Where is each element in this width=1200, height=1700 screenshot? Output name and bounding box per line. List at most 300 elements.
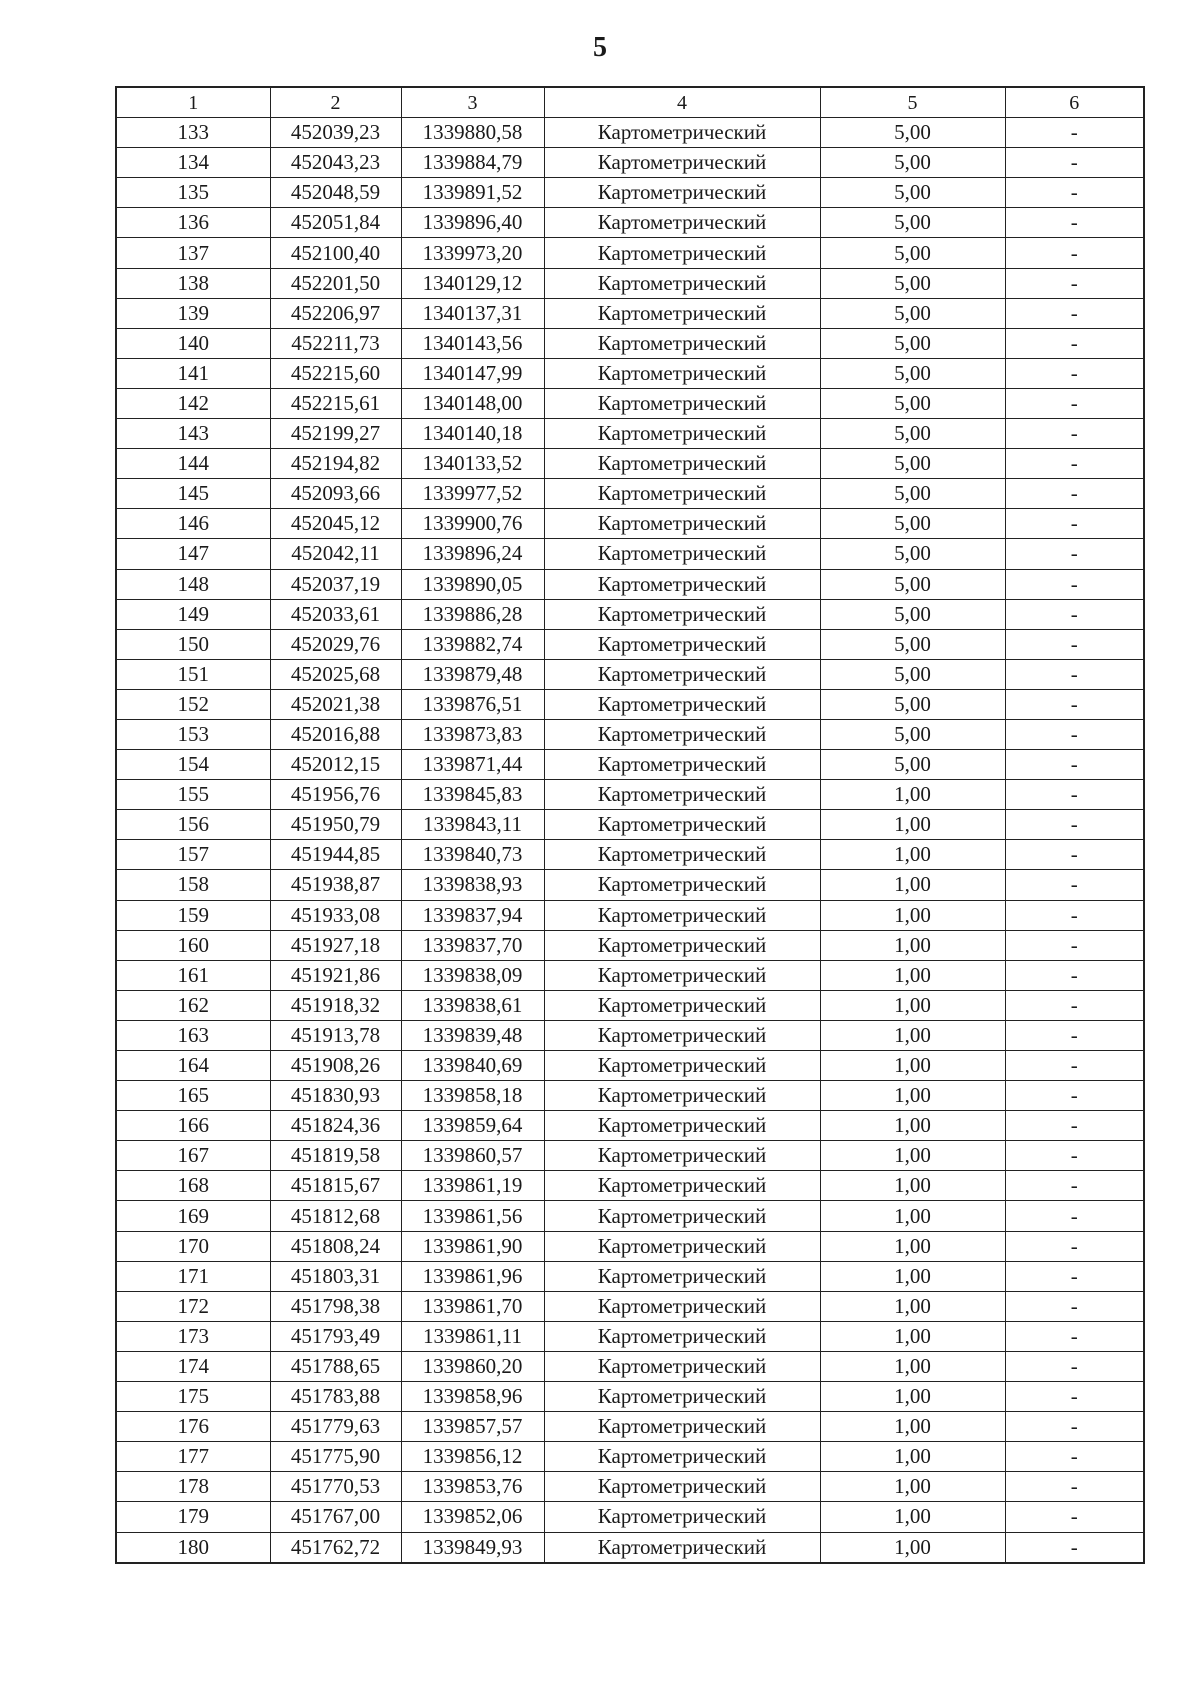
y-coordinate-cell: 1340140,18: [401, 419, 544, 449]
point-number-cell: 158: [116, 870, 270, 900]
description-cell: -: [1005, 599, 1144, 629]
accuracy-cell: 1,00: [820, 1532, 1005, 1563]
point-number-cell: 170: [116, 1231, 270, 1261]
accuracy-cell: 1,00: [820, 1081, 1005, 1111]
page-number: 5: [593, 32, 607, 63]
point-number-cell: 161: [116, 960, 270, 990]
point-number-cell: 140: [116, 328, 270, 358]
x-coordinate-cell: 452211,73: [270, 328, 401, 358]
method-cell: Картометрический: [544, 1051, 820, 1081]
method-cell: Картометрический: [544, 1261, 820, 1291]
x-coordinate-cell: 451927,18: [270, 930, 401, 960]
method-cell: Картометрический: [544, 1382, 820, 1412]
y-coordinate-cell: 1339886,28: [401, 599, 544, 629]
description-cell: -: [1005, 1111, 1144, 1141]
description-cell: -: [1005, 148, 1144, 178]
x-coordinate-cell: 452051,84: [270, 208, 401, 238]
y-coordinate-cell: 1339861,19: [401, 1171, 544, 1201]
x-coordinate-cell: 452043,23: [270, 148, 401, 178]
table-row: [116, 659, 1144, 689]
y-coordinate-cell: 1339880,58: [401, 118, 544, 148]
method-cell: Картометрический: [544, 1231, 820, 1261]
x-coordinate-cell: 451798,38: [270, 1291, 401, 1321]
y-coordinate-cell: 1339857,57: [401, 1412, 544, 1442]
method-cell: Картометрический: [544, 1502, 820, 1532]
accuracy-cell: 1,00: [820, 990, 1005, 1020]
table-row: [116, 148, 1144, 178]
method-cell: Картометрический: [544, 1171, 820, 1201]
description-cell: -: [1005, 298, 1144, 328]
table-row: [116, 1382, 1144, 1412]
x-coordinate-cell: 451767,00: [270, 1502, 401, 1532]
description-cell: -: [1005, 419, 1144, 449]
accuracy-cell: 5,00: [820, 328, 1005, 358]
description-cell: -: [1005, 689, 1144, 719]
table-row: [116, 719, 1144, 749]
x-coordinate-cell: 452039,23: [270, 118, 401, 148]
description-cell: -: [1005, 208, 1144, 238]
accuracy-cell: 5,00: [820, 509, 1005, 539]
table-row: [116, 1051, 1144, 1081]
description-cell: -: [1005, 870, 1144, 900]
y-coordinate-cell: 1340147,99: [401, 358, 544, 388]
header-cell-5: 5: [820, 87, 1005, 118]
x-coordinate-cell: 452012,15: [270, 750, 401, 780]
x-coordinate-cell: 451938,87: [270, 870, 401, 900]
method-cell: Картометрический: [544, 1442, 820, 1472]
accuracy-cell: 5,00: [820, 388, 1005, 418]
table-row: [116, 1442, 1144, 1472]
point-number-cell: 171: [116, 1261, 270, 1291]
x-coordinate-cell: 451788,65: [270, 1351, 401, 1381]
method-cell: Картометрический: [544, 388, 820, 418]
header-cell-3: 3: [401, 87, 544, 118]
point-number-cell: 178: [116, 1472, 270, 1502]
method-cell: Картометрический: [544, 599, 820, 629]
y-coordinate-cell: 1339977,52: [401, 479, 544, 509]
accuracy-cell: 5,00: [820, 599, 1005, 629]
accuracy-cell: 1,00: [820, 1261, 1005, 1291]
point-number-cell: 155: [116, 780, 270, 810]
description-cell: -: [1005, 1081, 1144, 1111]
x-coordinate-cell: 451918,32: [270, 990, 401, 1020]
point-number-cell: 177: [116, 1442, 270, 1472]
table-row: [116, 509, 1144, 539]
x-coordinate-cell: 451779,63: [270, 1412, 401, 1442]
point-number-cell: 137: [116, 238, 270, 268]
accuracy-cell: 1,00: [820, 870, 1005, 900]
point-number-cell: 162: [116, 990, 270, 1020]
x-coordinate-cell: 452033,61: [270, 599, 401, 629]
accuracy-cell: 1,00: [820, 1141, 1005, 1171]
method-cell: Картометрический: [544, 1321, 820, 1351]
method-cell: Картометрический: [544, 840, 820, 870]
table-row: [116, 208, 1144, 238]
description-cell: -: [1005, 1382, 1144, 1412]
x-coordinate-cell: 452029,76: [270, 629, 401, 659]
x-coordinate-cell: 452194,82: [270, 449, 401, 479]
point-number-cell: 148: [116, 569, 270, 599]
y-coordinate-cell: 1339896,24: [401, 539, 544, 569]
y-coordinate-cell: 1339973,20: [401, 238, 544, 268]
description-cell: -: [1005, 629, 1144, 659]
point-number-cell: 154: [116, 750, 270, 780]
y-coordinate-cell: 1339838,09: [401, 960, 544, 990]
x-coordinate-cell: 451956,76: [270, 780, 401, 810]
table-row: [116, 1231, 1144, 1261]
method-cell: Картометрический: [544, 509, 820, 539]
method-cell: Картометрический: [544, 419, 820, 449]
method-cell: Картометрический: [544, 298, 820, 328]
y-coordinate-cell: 1339861,90: [401, 1231, 544, 1261]
y-coordinate-cell: 1340143,56: [401, 328, 544, 358]
table-row: [116, 840, 1144, 870]
table-row: [116, 599, 1144, 629]
method-cell: Картометрический: [544, 750, 820, 780]
table-row: [116, 539, 1144, 569]
x-coordinate-cell: 452016,88: [270, 719, 401, 749]
point-number-cell: 179: [116, 1502, 270, 1532]
method-cell: Картометрический: [544, 569, 820, 599]
accuracy-cell: 1,00: [820, 1321, 1005, 1351]
accuracy-cell: 1,00: [820, 1351, 1005, 1381]
table-row: [116, 388, 1144, 418]
y-coordinate-cell: 1339879,48: [401, 659, 544, 689]
accuracy-cell: 5,00: [820, 118, 1005, 148]
method-cell: Картометрический: [544, 118, 820, 148]
y-coordinate-cell: 1339861,11: [401, 1321, 544, 1351]
table-row: [116, 780, 1144, 810]
description-cell: -: [1005, 1231, 1144, 1261]
point-number-cell: 151: [116, 659, 270, 689]
table-row: [116, 629, 1144, 659]
accuracy-cell: 5,00: [820, 629, 1005, 659]
description-cell: -: [1005, 1201, 1144, 1231]
point-number-cell: 133: [116, 118, 270, 148]
method-cell: Картометрический: [544, 268, 820, 298]
x-coordinate-cell: 451921,86: [270, 960, 401, 990]
description-cell: -: [1005, 840, 1144, 870]
accuracy-cell: 1,00: [820, 1231, 1005, 1261]
y-coordinate-cell: 1339849,93: [401, 1532, 544, 1563]
method-cell: Картометрический: [544, 1532, 820, 1563]
accuracy-cell: 1,00: [820, 1502, 1005, 1532]
x-coordinate-cell: 451913,78: [270, 1020, 401, 1050]
accuracy-cell: 5,00: [820, 569, 1005, 599]
table-row: [116, 479, 1144, 509]
method-cell: Картометрический: [544, 479, 820, 509]
table-row: [116, 810, 1144, 840]
method-cell: Картометрический: [544, 689, 820, 719]
method-cell: Картометрический: [544, 358, 820, 388]
table-row: [116, 1412, 1144, 1442]
description-cell: -: [1005, 1472, 1144, 1502]
description-cell: -: [1005, 1291, 1144, 1321]
table-row: [116, 178, 1144, 208]
point-number-cell: 180: [116, 1532, 270, 1563]
table-row: [116, 1201, 1144, 1231]
table-row: [116, 449, 1144, 479]
y-coordinate-cell: 1339837,70: [401, 930, 544, 960]
method-cell: Картометрический: [544, 1081, 820, 1111]
point-number-cell: 168: [116, 1171, 270, 1201]
y-coordinate-cell: 1339873,83: [401, 719, 544, 749]
accuracy-cell: 1,00: [820, 810, 1005, 840]
description-cell: -: [1005, 810, 1144, 840]
x-coordinate-cell: 452100,40: [270, 238, 401, 268]
description-cell: -: [1005, 388, 1144, 418]
description-cell: -: [1005, 1020, 1144, 1050]
accuracy-cell: 1,00: [820, 1020, 1005, 1050]
y-coordinate-cell: 1339843,11: [401, 810, 544, 840]
x-coordinate-cell: 452201,50: [270, 268, 401, 298]
description-cell: -: [1005, 178, 1144, 208]
table-row: [116, 298, 1144, 328]
table-row: [116, 1291, 1144, 1321]
description-cell: -: [1005, 479, 1144, 509]
accuracy-cell: 5,00: [820, 178, 1005, 208]
description-cell: -: [1005, 118, 1144, 148]
accuracy-cell: 1,00: [820, 960, 1005, 990]
accuracy-cell: 5,00: [820, 208, 1005, 238]
accuracy-cell: 1,00: [820, 1111, 1005, 1141]
point-number-cell: 150: [116, 629, 270, 659]
y-coordinate-cell: 1339838,61: [401, 990, 544, 1020]
method-cell: Картометрический: [544, 810, 820, 840]
table-row: [116, 328, 1144, 358]
description-cell: -: [1005, 509, 1144, 539]
method-cell: Картометрический: [544, 990, 820, 1020]
accuracy-cell: 1,00: [820, 900, 1005, 930]
table-row: [116, 960, 1144, 990]
table-row: [116, 268, 1144, 298]
method-cell: Картометрический: [544, 659, 820, 689]
method-cell: Картометрический: [544, 1201, 820, 1231]
point-number-cell: 165: [116, 1081, 270, 1111]
x-coordinate-cell: 451830,93: [270, 1081, 401, 1111]
method-cell: Картометрический: [544, 930, 820, 960]
description-cell: -: [1005, 268, 1144, 298]
description-cell: -: [1005, 900, 1144, 930]
point-number-cell: 141: [116, 358, 270, 388]
table-row: [116, 1141, 1144, 1171]
x-coordinate-cell: 452045,12: [270, 509, 401, 539]
y-coordinate-cell: 1339861,96: [401, 1261, 544, 1291]
y-coordinate-cell: 1339837,94: [401, 900, 544, 930]
x-coordinate-cell: 451762,72: [270, 1532, 401, 1563]
header-row: [116, 87, 1144, 118]
description-cell: -: [1005, 539, 1144, 569]
point-number-cell: 160: [116, 930, 270, 960]
description-cell: -: [1005, 719, 1144, 749]
table-body: [116, 118, 1144, 1563]
point-number-cell: 156: [116, 810, 270, 840]
description-cell: -: [1005, 780, 1144, 810]
accuracy-cell: 5,00: [820, 479, 1005, 509]
y-coordinate-cell: 1339845,83: [401, 780, 544, 810]
method-cell: Картометрический: [544, 539, 820, 569]
x-coordinate-cell: 451783,88: [270, 1382, 401, 1412]
method-cell: Картометрический: [544, 1141, 820, 1171]
method-cell: Картометрический: [544, 900, 820, 930]
point-number-cell: 169: [116, 1201, 270, 1231]
y-coordinate-cell: 1339860,20: [401, 1351, 544, 1381]
description-cell: -: [1005, 1171, 1144, 1201]
y-coordinate-cell: 1339871,44: [401, 750, 544, 780]
description-cell: -: [1005, 1321, 1144, 1351]
point-number-cell: 139: [116, 298, 270, 328]
accuracy-cell: 1,00: [820, 1051, 1005, 1081]
description-cell: -: [1005, 1502, 1144, 1532]
x-coordinate-cell: 452037,19: [270, 569, 401, 599]
accuracy-cell: 1,00: [820, 1201, 1005, 1231]
method-cell: Картометрический: [544, 1291, 820, 1321]
table-row: [116, 1261, 1144, 1291]
table-row: [116, 1351, 1144, 1381]
header-cell-1: 1: [116, 87, 270, 118]
point-number-cell: 159: [116, 900, 270, 930]
table-row: [116, 419, 1144, 449]
accuracy-cell: 5,00: [820, 659, 1005, 689]
point-number-cell: 173: [116, 1321, 270, 1351]
y-coordinate-cell: 1339876,51: [401, 689, 544, 719]
y-coordinate-cell: 1339856,12: [401, 1442, 544, 1472]
method-cell: Картометрический: [544, 1111, 820, 1141]
x-coordinate-cell: 451819,58: [270, 1141, 401, 1171]
accuracy-cell: 1,00: [820, 1382, 1005, 1412]
point-number-cell: 152: [116, 689, 270, 719]
point-number-cell: 164: [116, 1051, 270, 1081]
accuracy-cell: 5,00: [820, 298, 1005, 328]
table-row: [116, 1081, 1144, 1111]
table-row: [116, 1020, 1144, 1050]
table-row: [116, 118, 1144, 148]
table-row: [116, 990, 1144, 1020]
description-cell: -: [1005, 1442, 1144, 1472]
method-cell: Картометрический: [544, 449, 820, 479]
point-number-cell: 145: [116, 479, 270, 509]
method-cell: Картометрический: [544, 238, 820, 268]
accuracy-cell: 5,00: [820, 750, 1005, 780]
x-coordinate-cell: 452021,38: [270, 689, 401, 719]
method-cell: Картометрический: [544, 1351, 820, 1381]
y-coordinate-cell: 1340137,31: [401, 298, 544, 328]
y-coordinate-cell: 1339882,74: [401, 629, 544, 659]
y-coordinate-cell: 1340129,12: [401, 268, 544, 298]
accuracy-cell: 1,00: [820, 1442, 1005, 1472]
table-row: [116, 1111, 1144, 1141]
x-coordinate-cell: 451775,90: [270, 1442, 401, 1472]
method-cell: Картометрический: [544, 148, 820, 178]
x-coordinate-cell: 451944,85: [270, 840, 401, 870]
accuracy-cell: 1,00: [820, 930, 1005, 960]
table-row: [116, 900, 1144, 930]
x-coordinate-cell: 451933,08: [270, 900, 401, 930]
x-coordinate-cell: 451950,79: [270, 810, 401, 840]
y-coordinate-cell: 1339840,69: [401, 1051, 544, 1081]
description-cell: -: [1005, 930, 1144, 960]
method-cell: Картометрический: [544, 1472, 820, 1502]
y-coordinate-cell: 1339853,76: [401, 1472, 544, 1502]
y-coordinate-cell: 1339860,57: [401, 1141, 544, 1171]
accuracy-cell: 1,00: [820, 1291, 1005, 1321]
accuracy-cell: 5,00: [820, 268, 1005, 298]
table-row: [116, 1502, 1144, 1532]
description-cell: -: [1005, 1051, 1144, 1081]
coordinates-table: [115, 86, 1145, 1564]
y-coordinate-cell: 1339852,06: [401, 1502, 544, 1532]
x-coordinate-cell: 451808,24: [270, 1231, 401, 1261]
accuracy-cell: 5,00: [820, 449, 1005, 479]
x-coordinate-cell: 452048,59: [270, 178, 401, 208]
accuracy-cell: 5,00: [820, 689, 1005, 719]
y-coordinate-cell: 1340133,52: [401, 449, 544, 479]
point-number-cell: 153: [116, 719, 270, 749]
point-number-cell: 166: [116, 1111, 270, 1141]
point-number-cell: 134: [116, 148, 270, 178]
description-cell: -: [1005, 750, 1144, 780]
table-row: [116, 1532, 1144, 1563]
method-cell: Картометрический: [544, 208, 820, 238]
table-row: [116, 1472, 1144, 1502]
header-cell-6: 6: [1005, 87, 1144, 118]
point-number-cell: 175: [116, 1382, 270, 1412]
x-coordinate-cell: 452199,27: [270, 419, 401, 449]
y-coordinate-cell: 1339838,93: [401, 870, 544, 900]
description-cell: -: [1005, 449, 1144, 479]
y-coordinate-cell: 1339858,96: [401, 1382, 544, 1412]
y-coordinate-cell: 1339890,05: [401, 569, 544, 599]
point-number-cell: 146: [116, 509, 270, 539]
y-coordinate-cell: 1339861,70: [401, 1291, 544, 1321]
description-cell: -: [1005, 1261, 1144, 1291]
accuracy-cell: 1,00: [820, 840, 1005, 870]
table-row: [116, 870, 1144, 900]
point-number-cell: 149: [116, 599, 270, 629]
x-coordinate-cell: 452042,11: [270, 539, 401, 569]
x-coordinate-cell: 451908,26: [270, 1051, 401, 1081]
table-row: [116, 358, 1144, 388]
y-coordinate-cell: 1339900,76: [401, 509, 544, 539]
method-cell: Картометрический: [544, 960, 820, 990]
accuracy-cell: 5,00: [820, 238, 1005, 268]
x-coordinate-cell: 451803,31: [270, 1261, 401, 1291]
method-cell: Картометрический: [544, 1412, 820, 1442]
description-cell: -: [1005, 960, 1144, 990]
point-number-cell: 167: [116, 1141, 270, 1171]
point-number-cell: 142: [116, 388, 270, 418]
accuracy-cell: 5,00: [820, 539, 1005, 569]
y-coordinate-cell: 1339884,79: [401, 148, 544, 178]
y-coordinate-cell: 1339840,73: [401, 840, 544, 870]
description-cell: -: [1005, 990, 1144, 1020]
accuracy-cell: 1,00: [820, 780, 1005, 810]
method-cell: Картометрический: [544, 328, 820, 358]
accuracy-cell: 5,00: [820, 719, 1005, 749]
table-row: [116, 689, 1144, 719]
x-coordinate-cell: 452206,97: [270, 298, 401, 328]
x-coordinate-cell: 452093,66: [270, 479, 401, 509]
x-coordinate-cell: 451770,53: [270, 1472, 401, 1502]
table-row: [116, 569, 1144, 599]
header-cell-4: 4: [544, 87, 820, 118]
description-cell: -: [1005, 659, 1144, 689]
y-coordinate-cell: 1339896,40: [401, 208, 544, 238]
method-cell: Картометрический: [544, 870, 820, 900]
table-row: [116, 238, 1144, 268]
description-cell: -: [1005, 328, 1144, 358]
point-number-cell: 147: [116, 539, 270, 569]
